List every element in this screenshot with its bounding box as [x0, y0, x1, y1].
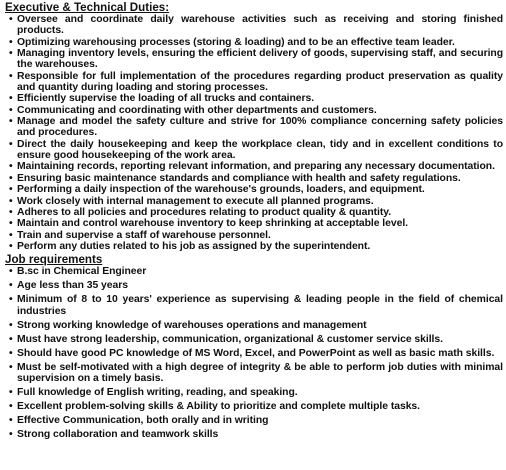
- requirement-item: • Minimum of 8 to 10 years' experience as supervising & leading people in the field of chemical industries: [17, 294, 503, 317]
- requirement-item: • Must be self-motivated with a high degree of integrity & be able to perform job duties with minimal supervision on a timely basis.: [17, 362, 503, 385]
- requirement-item: • Age less than 35 years: [17, 280, 503, 291]
- duty-item: • Oversee and coordinate daily warehouse activities such as receiving and storing finished products.: [17, 14, 503, 37]
- requirement-item: • Full knowledge of English writing, reading, and speaking.: [17, 387, 503, 398]
- duties-heading: Executive & Technical Duties:: [5, 1, 170, 14]
- duty-item: • Train and supervise a staff of warehouse personnel.: [17, 230, 503, 241]
- document-page: [3, 0, 503, 443]
- requirement-item: • Effective Communication, both orally and in writing: [17, 415, 503, 426]
- duty-item: • Adheres to all policies and procedures relating to product quality & quantity.: [17, 207, 503, 218]
- requirement-item: • B.sc in Chemical Engineer: [17, 266, 503, 277]
- duty-item: • Manage and model the safety culture and strive for 100% compliance concerning safety policies and procedures.: [17, 116, 503, 139]
- duty-item: • Efficiently supervise the loading of all trucks and containers.: [17, 93, 503, 104]
- requirements-list: [3, 266, 503, 440]
- requirement-item: • Should have good PC knowledge of MS Word, Excel, and PowerPoint as well as basic math skills.: [17, 348, 503, 359]
- duties-list: [3, 14, 503, 252]
- duty-item: • Managing inventory levels, ensuring the efficient delivery of goods, supervising staff, and securing the warehouses.: [17, 48, 503, 71]
- requirement-item: • Excellent problem-solving skills & Ability to prioritize and complete multiple tasks.: [17, 401, 503, 412]
- duty-item: • Ensuring basic maintenance standards and compliance with health and safety regulations.: [17, 173, 503, 184]
- duty-item: • Performing a daily inspection of the warehouse's grounds, loaders, and equipment.: [17, 184, 503, 195]
- duty-item: • Work closely with internal management to execute all planned programs.: [17, 196, 503, 207]
- duty-item: • Optimizing warehousing processes (storing & loading) and to be an effective team leader.: [17, 37, 503, 48]
- duty-item: • Communicating and coordinating with other departments and customers.: [17, 105, 503, 116]
- duty-item: • Responsible for full implementation of the procedures regarding product preservation as quality and quantity during loading and storing processes.: [17, 71, 503, 94]
- requirement-item: • Must have strong leadership, communication, organizational & customer service skills.: [17, 334, 503, 345]
- duty-item: • Maintain and control warehouse inventory to keep shrinking at acceptable level.: [17, 218, 503, 229]
- duty-item: • Perform any duties related to his job as assigned by the superintendent.: [17, 241, 503, 252]
- requirements-heading: Job requirements: [5, 253, 103, 267]
- requirement-item: • Strong collaboration and teamwork skills: [17, 429, 503, 440]
- duty-item: • Direct the daily housekeeping and keep the workplace clean, tidy and in excellent conditions to ensure good housekeeping of the work area.: [17, 139, 503, 162]
- requirement-item: • Strong working knowledge of warehouses operations and management: [17, 320, 503, 331]
- duty-item: • Maintaining records, reporting relevant information, and preparing any necessary documentation.: [17, 161, 503, 172]
